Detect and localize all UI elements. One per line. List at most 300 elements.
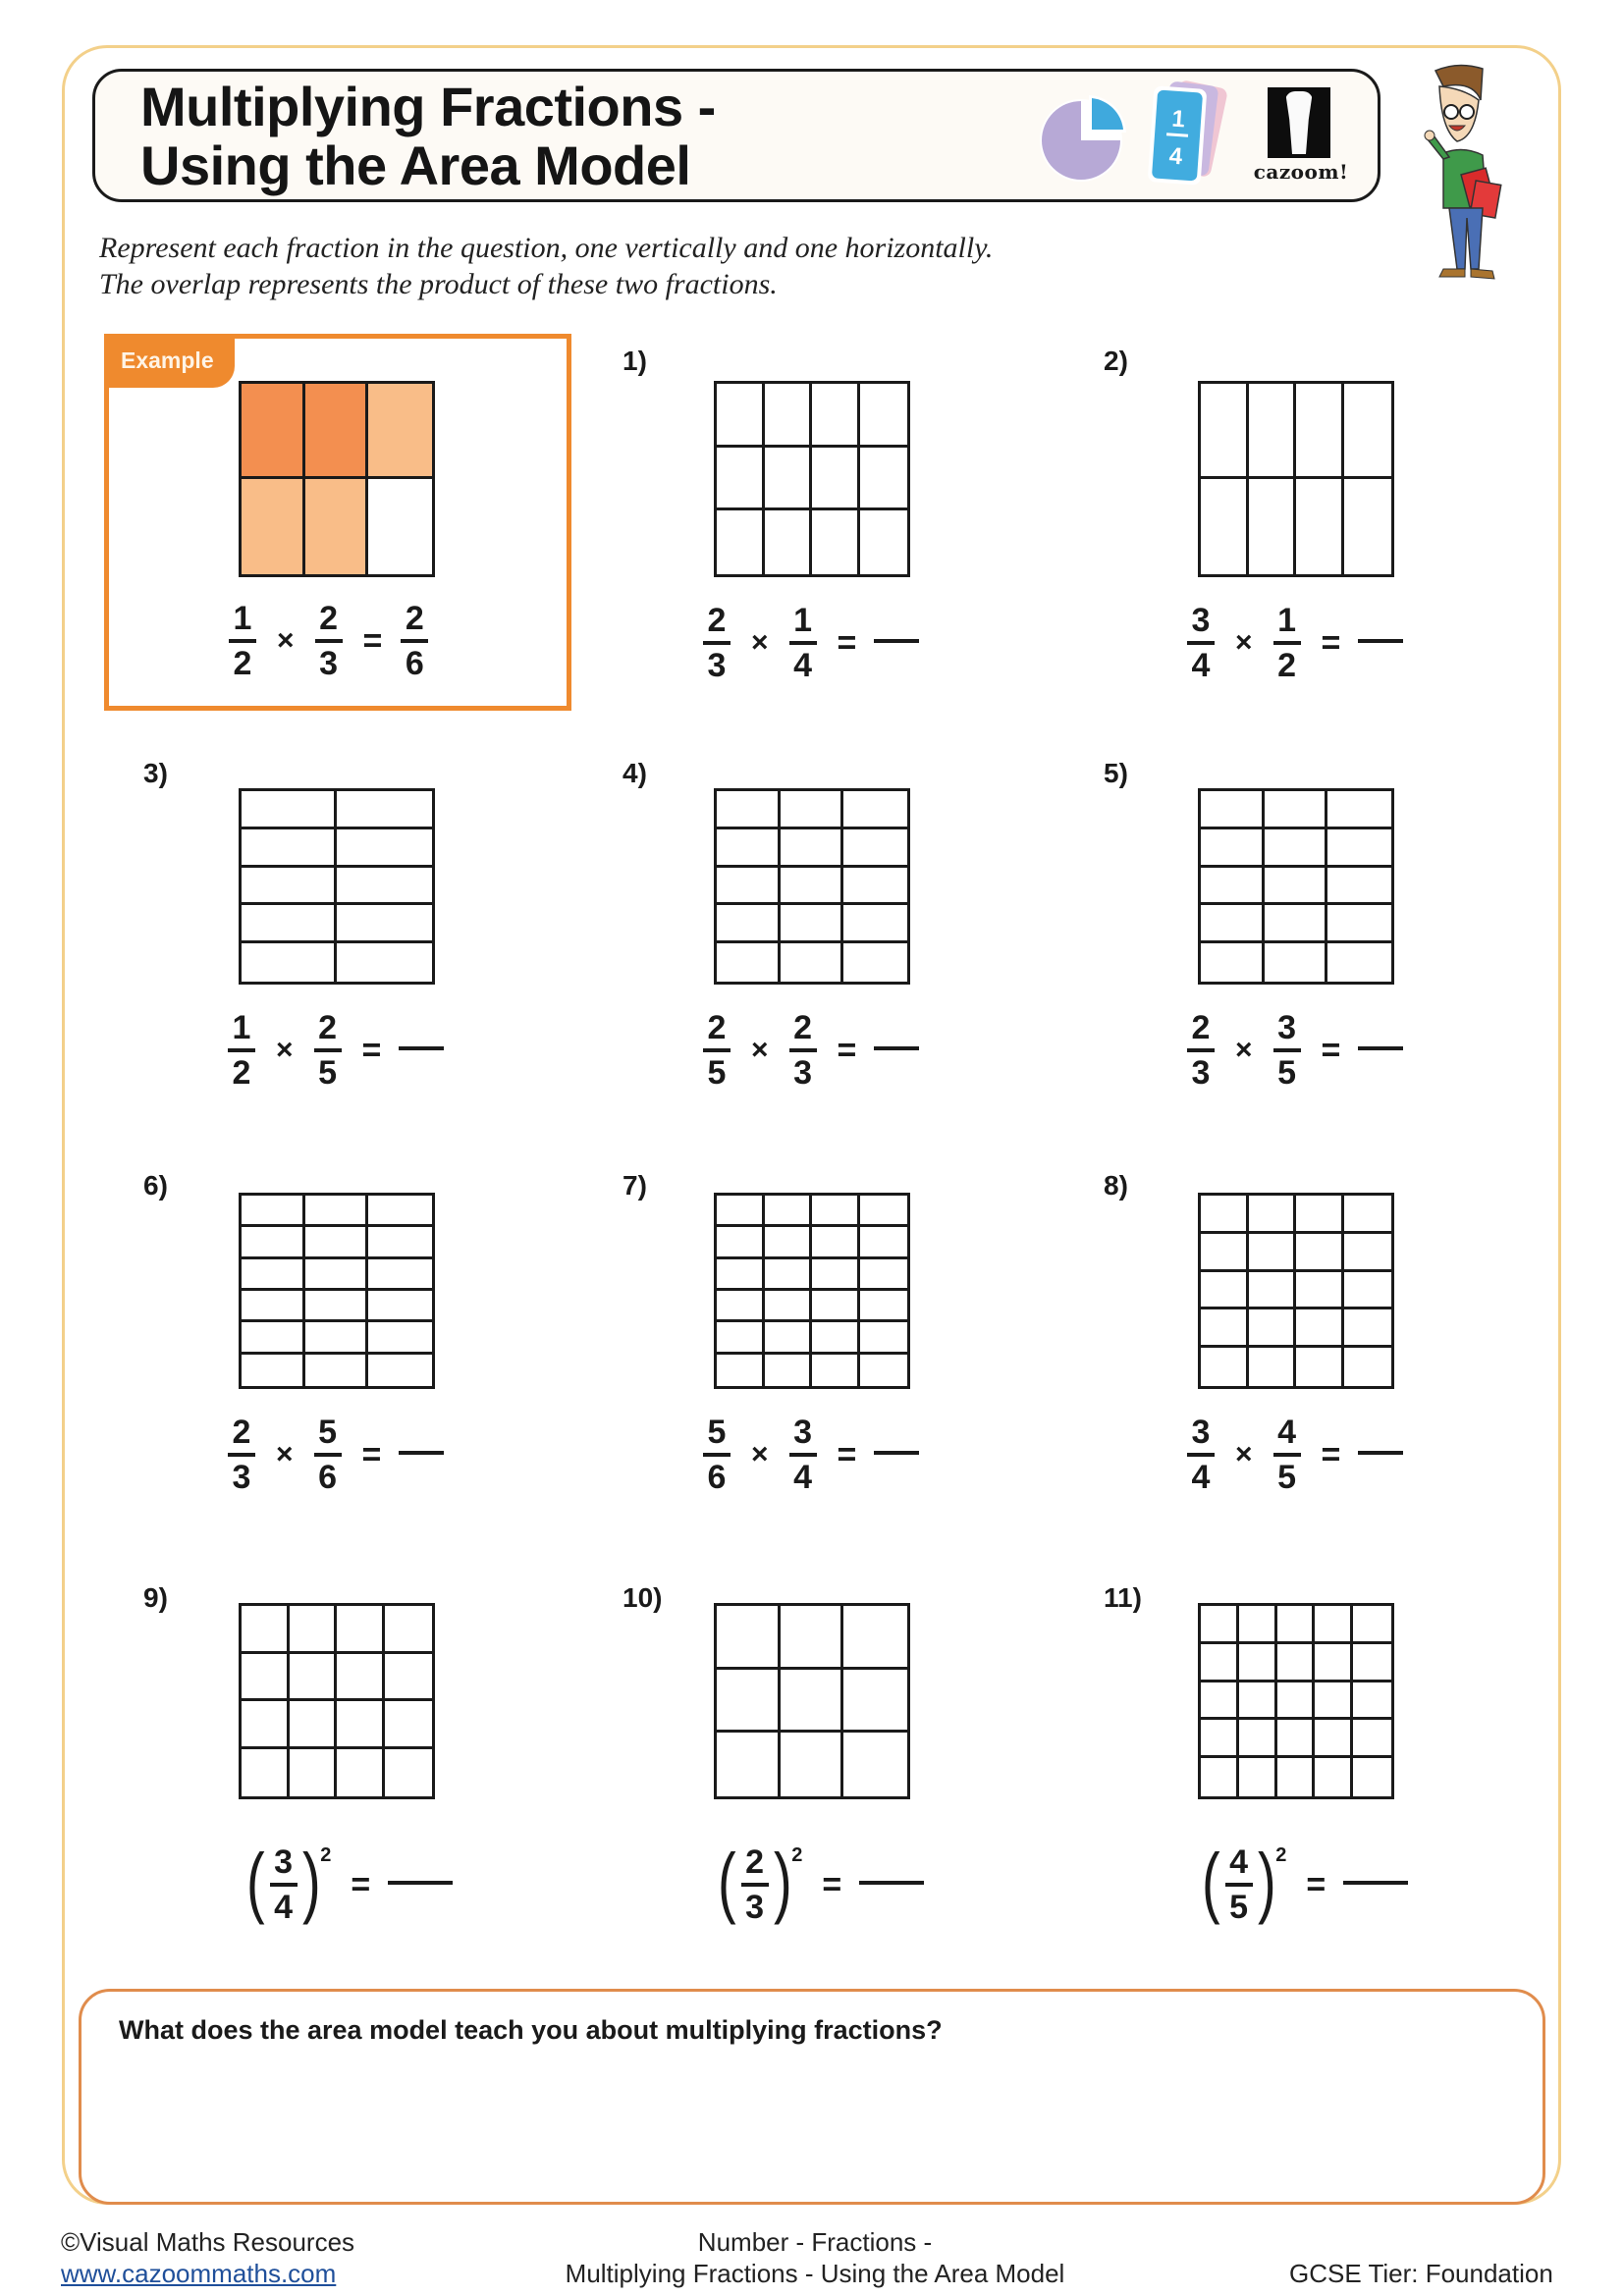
grid-cell[interactable] xyxy=(860,448,908,511)
grid-cell[interactable] xyxy=(781,943,844,982)
reflection-question: What does the area model teach you about multiplying fractions? xyxy=(119,2015,943,2045)
grid-cell[interactable] xyxy=(1239,1682,1277,1721)
grid-cell[interactable] xyxy=(860,1227,908,1258)
grid-cell[interactable] xyxy=(1201,905,1265,943)
grid-cell[interactable] xyxy=(781,1670,844,1734)
grid-cell[interactable] xyxy=(1201,829,1265,868)
grid-cell[interactable] xyxy=(765,1259,813,1291)
grid-cell[interactable] xyxy=(305,384,369,479)
grid-cell[interactable] xyxy=(717,1322,765,1354)
question-number: 11) xyxy=(1104,1582,1142,1613)
question-number: 3) xyxy=(143,758,168,788)
area-model-grid[interactable] xyxy=(1198,1603,1394,1799)
equals-sign: = xyxy=(1321,623,1341,662)
grid-cell[interactable] xyxy=(765,1291,813,1322)
answer-blank[interactable] xyxy=(1343,1881,1408,1885)
grid-cell[interactable] xyxy=(337,868,432,906)
answer-blank[interactable] xyxy=(388,1881,453,1885)
grid-cell[interactable] xyxy=(368,1322,432,1354)
title-banner xyxy=(92,69,1380,202)
grid-cell[interactable] xyxy=(368,384,432,479)
grid-cell[interactable] xyxy=(717,1606,781,1670)
fraction: $\frac{1}{2}$ xyxy=(228,602,257,680)
grid-cell[interactable] xyxy=(1327,943,1391,982)
grid-cell[interactable] xyxy=(242,1606,290,1654)
grid-cell[interactable] xyxy=(1315,1720,1353,1758)
fraction: $\frac{2}{3}$ xyxy=(788,1011,818,1090)
grid-cell[interactable] xyxy=(337,905,432,943)
grid-cell[interactable] xyxy=(860,1259,908,1291)
grid-cell[interactable] xyxy=(1327,829,1391,868)
grid-cell[interactable] xyxy=(1201,1348,1249,1386)
website-link[interactable]: www.cazoommaths.com xyxy=(61,2259,337,2288)
grid-cell[interactable] xyxy=(717,791,781,829)
grid-cell[interactable] xyxy=(305,1196,369,1227)
grid-cell[interactable] xyxy=(860,1196,908,1227)
fraction: $\frac{3}{4}$ xyxy=(1186,1415,1216,1494)
grid-cell[interactable] xyxy=(1344,1196,1392,1234)
grid-cell[interactable] xyxy=(242,829,337,868)
grid-cell[interactable] xyxy=(1344,479,1392,574)
grid-cell[interactable] xyxy=(812,1291,860,1322)
grid-cell[interactable] xyxy=(1277,1606,1316,1644)
pie-chart-icon xyxy=(1036,81,1134,187)
grid-cell[interactable] xyxy=(717,829,781,868)
question-expression xyxy=(702,1411,919,1499)
instructions-line-2: The overlap represents the product of these two fractions. xyxy=(99,268,778,300)
grid-cell[interactable] xyxy=(1239,1720,1277,1758)
example-expression xyxy=(228,597,429,685)
teacher-mascot-icon xyxy=(1414,61,1512,287)
fraction: $\frac{3}{4}$ xyxy=(1186,604,1216,682)
footer-right xyxy=(1289,2258,1553,2289)
question-expression xyxy=(227,1411,444,1499)
equals-sign: = xyxy=(837,1031,857,1069)
grid-cell[interactable] xyxy=(1265,905,1328,943)
grid-cell[interactable] xyxy=(1239,1606,1277,1644)
grid-cell[interactable] xyxy=(1296,1272,1344,1310)
grid-cell[interactable] xyxy=(812,448,860,511)
fraction: $\frac{2}{3}$ xyxy=(227,1415,256,1494)
question-expression xyxy=(1186,599,1403,687)
question-expression xyxy=(714,1838,924,1929)
grid-cell[interactable] xyxy=(1344,1309,1392,1348)
grid-cell[interactable] xyxy=(1249,1309,1297,1348)
fraction: $\frac{2}{3}$ xyxy=(740,1845,770,1924)
close-paren: ) xyxy=(773,1838,792,1925)
grid-cell[interactable] xyxy=(860,1355,908,1386)
grid-cell[interactable] xyxy=(1277,1682,1316,1721)
grid-cell[interactable] xyxy=(337,1749,385,1797)
grid-cell[interactable] xyxy=(1201,1606,1239,1644)
grid-cell[interactable] xyxy=(860,1291,908,1322)
exponent: 2 xyxy=(320,1844,332,1866)
equals-sign: = xyxy=(822,1865,842,1903)
grid-cell[interactable] xyxy=(1249,1196,1297,1234)
answer-blank[interactable] xyxy=(859,1881,924,1885)
footer-left xyxy=(61,2226,354,2289)
grid-cell[interactable] xyxy=(717,905,781,943)
grid-cell[interactable] xyxy=(242,1749,290,1797)
grid-cell[interactable] xyxy=(1265,829,1328,868)
area-model-grid[interactable] xyxy=(714,1193,910,1389)
grid-cell[interactable] xyxy=(765,1227,813,1258)
grid-cell[interactable] xyxy=(1201,1196,1249,1234)
tier-text: GCSE Tier: Foundation xyxy=(1289,2259,1553,2288)
grid-cell[interactable] xyxy=(765,1355,813,1386)
grid-cell[interactable] xyxy=(781,791,844,829)
grid-cell[interactable] xyxy=(1249,1234,1297,1272)
question-expression xyxy=(243,1838,453,1929)
answer-fraction: $\frac{2}{6}$ xyxy=(400,602,429,680)
grid-cell[interactable] xyxy=(337,791,432,829)
grid-cell[interactable] xyxy=(781,868,844,906)
area-model-grid[interactable] xyxy=(1198,1193,1394,1389)
grid-cell[interactable] xyxy=(1353,1606,1391,1644)
grid-cell[interactable] xyxy=(765,1322,813,1354)
fraction: $\frac{1}{2}$ xyxy=(227,1011,256,1090)
page-title xyxy=(140,78,716,195)
area-model-grid[interactable] xyxy=(239,788,435,985)
grid-cell[interactable] xyxy=(305,1355,369,1386)
svg-text:1: 1 xyxy=(1170,105,1186,133)
grid-cell[interactable] xyxy=(242,791,337,829)
grid-cell[interactable] xyxy=(812,1322,860,1354)
grid-cell[interactable] xyxy=(242,1322,305,1354)
question-number: 1) xyxy=(623,346,647,376)
equals-sign: = xyxy=(837,623,857,662)
grid-cell[interactable] xyxy=(812,1259,860,1291)
grid-cell[interactable] xyxy=(1265,791,1328,829)
answer-blank[interactable] xyxy=(874,639,919,643)
area-model-grid[interactable] xyxy=(714,788,910,985)
grid-cell[interactable] xyxy=(1344,1234,1392,1272)
fraction: $\frac{5}{6}$ xyxy=(313,1415,343,1494)
grid-cell[interactable] xyxy=(765,510,813,574)
equals-sign: = xyxy=(1321,1031,1341,1069)
grid-cell[interactable] xyxy=(1201,868,1265,906)
grid-cell[interactable] xyxy=(368,1196,432,1227)
multiply-sign: × xyxy=(751,1438,769,1470)
grid-cell[interactable] xyxy=(305,1291,369,1322)
grid-cell[interactable] xyxy=(717,868,781,906)
fraction: $\frac{3}{4}$ xyxy=(269,1845,298,1924)
grid-cell[interactable] xyxy=(860,384,908,448)
grid-cell[interactable] xyxy=(1201,384,1249,479)
answer-blank[interactable] xyxy=(399,1451,444,1455)
answer-blank[interactable] xyxy=(399,1046,444,1050)
grid-cell[interactable] xyxy=(1353,1682,1391,1721)
grid-cell[interactable] xyxy=(337,1606,385,1654)
grid-cell[interactable] xyxy=(242,1196,305,1227)
grid-cell[interactable] xyxy=(1249,1348,1297,1386)
question-number: 6) xyxy=(143,1170,168,1201)
instructions-line-1: Represent each fraction in the question, one vertically and one horizontally. xyxy=(99,232,994,264)
grid-cell[interactable] xyxy=(1201,1234,1249,1272)
grid-cell[interactable] xyxy=(765,1196,813,1227)
example-tab: Example xyxy=(109,339,235,388)
question-expression xyxy=(1198,1838,1408,1929)
question-expression xyxy=(1186,1006,1403,1095)
equals-sign: = xyxy=(837,1435,857,1473)
grid-cell[interactable] xyxy=(290,1654,338,1702)
grid-cell[interactable] xyxy=(1201,791,1265,829)
grid-cell[interactable] xyxy=(717,510,765,574)
area-model-grid[interactable] xyxy=(1198,381,1394,577)
grid-cell[interactable] xyxy=(242,1259,305,1291)
question-expression xyxy=(702,599,919,687)
grid-cell[interactable] xyxy=(860,510,908,574)
grid-cell[interactable] xyxy=(781,1606,844,1670)
example-area-grid xyxy=(239,381,435,577)
fraction: $\frac{3}{4}$ xyxy=(788,1415,818,1494)
grid-cell[interactable] xyxy=(1296,1348,1344,1386)
grid-cell[interactable] xyxy=(1327,905,1391,943)
grid-cell[interactable] xyxy=(717,384,765,448)
fraction: $\frac{1}{2}$ xyxy=(1272,604,1302,682)
fraction: $\frac{2}{3}$ xyxy=(1186,1011,1216,1090)
grid-cell[interactable] xyxy=(717,1733,781,1796)
grid-cell[interactable] xyxy=(368,1291,432,1322)
grid-cell[interactable] xyxy=(337,943,432,982)
grid-cell[interactable] xyxy=(812,510,860,574)
grid-cell[interactable] xyxy=(1315,1682,1353,1721)
grid-cell[interactable] xyxy=(717,1355,765,1386)
grid-cell[interactable] xyxy=(1201,479,1249,574)
grid-cell[interactable] xyxy=(1201,1720,1239,1758)
grid-cell[interactable] xyxy=(368,479,432,574)
grid-cell[interactable] xyxy=(843,868,907,906)
grid-cell[interactable] xyxy=(1265,943,1328,982)
grid-cell[interactable] xyxy=(305,1227,369,1258)
grid-cell[interactable] xyxy=(1201,943,1265,982)
question-number: 4) xyxy=(623,758,647,788)
answer-blank[interactable] xyxy=(874,1451,919,1455)
grid-cell[interactable] xyxy=(843,1606,907,1670)
fraction: $\frac{5}{6}$ xyxy=(702,1415,731,1494)
grid-cell[interactable] xyxy=(843,791,907,829)
area-model-grid[interactable] xyxy=(714,1603,910,1799)
fraction: $\frac{2}{3}$ xyxy=(314,602,344,680)
question-expression xyxy=(227,1006,444,1095)
grid-cell[interactable] xyxy=(1201,1272,1249,1310)
answer-blank[interactable] xyxy=(1358,1451,1403,1455)
equals-sign: = xyxy=(361,1435,382,1473)
grid-cell[interactable] xyxy=(385,1749,433,1797)
reflection-answer-box[interactable] xyxy=(79,1989,1545,2205)
title-line-2: Using the Area Model xyxy=(140,134,691,196)
topic-line-1: Number - Fractions - xyxy=(697,2227,933,2257)
grid-cell[interactable] xyxy=(1249,479,1297,574)
equals-sign: = xyxy=(1321,1435,1341,1473)
title-line-1: Multiplying Fractions - xyxy=(140,76,716,137)
grid-cell[interactable] xyxy=(843,943,907,982)
grid-cell[interactable] xyxy=(1277,1720,1316,1758)
question-number: 2) xyxy=(1104,346,1128,376)
equals-sign: = xyxy=(1306,1865,1326,1903)
grid-cell[interactable] xyxy=(1344,384,1392,479)
svg-text:4: 4 xyxy=(1167,142,1184,171)
grid-cell[interactable] xyxy=(242,868,337,906)
footer-center xyxy=(550,2226,1080,2289)
grid-cell[interactable] xyxy=(1296,384,1344,479)
grid-cell[interactable] xyxy=(1201,1644,1239,1682)
grid-cell[interactable] xyxy=(242,384,305,479)
grid-cell[interactable] xyxy=(1201,1309,1249,1348)
multiply-sign: × xyxy=(276,1438,294,1470)
grid-cell[interactable] xyxy=(242,1654,290,1702)
fraction: $\frac{2}{3}$ xyxy=(702,604,731,682)
grid-cell[interactable] xyxy=(242,943,337,982)
question-number: 5) xyxy=(1104,758,1128,788)
grid-cell[interactable] xyxy=(290,1749,338,1797)
close-paren: ) xyxy=(301,1838,321,1925)
equals-sign: = xyxy=(351,1865,371,1903)
area-model-grid[interactable] xyxy=(714,381,910,577)
answer-blank[interactable] xyxy=(1358,639,1403,643)
grid-cell[interactable] xyxy=(843,1670,907,1734)
grid-cell[interactable] xyxy=(1353,1644,1391,1682)
grid-cell[interactable] xyxy=(1249,1272,1297,1310)
grid-cell[interactable] xyxy=(781,1733,844,1796)
grid-cell[interactable] xyxy=(1327,868,1391,906)
grid-cell[interactable] xyxy=(717,448,765,511)
question-number: 8) xyxy=(1104,1170,1128,1201)
grid-cell[interactable] xyxy=(242,479,305,574)
grid-cell[interactable] xyxy=(1277,1644,1316,1682)
question-number: 9) xyxy=(143,1582,168,1613)
grid-cell[interactable] xyxy=(1353,1720,1391,1758)
equals-sign: = xyxy=(362,621,383,660)
grid-cell[interactable] xyxy=(812,1196,860,1227)
question-number: 10) xyxy=(623,1582,663,1613)
grid-cell[interactable] xyxy=(1315,1606,1353,1644)
fraction: $\frac{4}{5}$ xyxy=(1272,1415,1302,1494)
instructions xyxy=(99,230,993,302)
grid-cell[interactable] xyxy=(1296,1196,1344,1234)
grid-cell[interactable] xyxy=(1239,1644,1277,1682)
grid-cell[interactable] xyxy=(242,1227,305,1258)
grid-cell[interactable] xyxy=(1239,1758,1277,1796)
grid-cell[interactable] xyxy=(337,1701,385,1749)
grid-cell[interactable] xyxy=(1327,791,1391,829)
logo-text: cazoom! xyxy=(1253,160,1349,184)
grid-cell[interactable] xyxy=(812,1355,860,1386)
grid-cell[interactable] xyxy=(717,1670,781,1734)
grid-cell[interactable] xyxy=(305,1322,369,1354)
grid-cell[interactable] xyxy=(717,1227,765,1258)
grid-cell[interactable] xyxy=(717,1291,765,1322)
grid-cell[interactable] xyxy=(781,905,844,943)
grid-cell[interactable] xyxy=(1344,1348,1392,1386)
open-paren: ( xyxy=(1201,1838,1220,1925)
multiply-sign: × xyxy=(276,1034,294,1066)
answer-blank[interactable] xyxy=(1358,1046,1403,1050)
multiply-sign: × xyxy=(1235,626,1253,659)
copyright-text: ©Visual Maths Resources xyxy=(61,2227,355,2257)
grid-cell[interactable] xyxy=(368,1259,432,1291)
grid-cell[interactable] xyxy=(717,1196,765,1227)
grid-cell[interactable] xyxy=(242,905,337,943)
grid-cell[interactable] xyxy=(1201,1758,1239,1796)
grid-cell[interactable] xyxy=(290,1701,338,1749)
grid-cell[interactable] xyxy=(1296,479,1344,574)
multiply-sign: × xyxy=(1235,1034,1253,1066)
grid-cell[interactable] xyxy=(385,1606,433,1654)
grid-cell[interactable] xyxy=(843,829,907,868)
fraction-cards-icon xyxy=(1141,78,1239,189)
question-expression xyxy=(1186,1411,1403,1499)
grid-cell[interactable] xyxy=(242,1701,290,1749)
grid-cell[interactable] xyxy=(305,479,369,574)
grid-cell[interactable] xyxy=(385,1701,433,1749)
grid-cell[interactable] xyxy=(717,1259,765,1291)
grid-cell[interactable] xyxy=(1201,1682,1239,1721)
grid-cell[interactable] xyxy=(337,1654,385,1702)
question-expression xyxy=(702,1006,919,1095)
equals-sign: = xyxy=(361,1031,382,1069)
multiply-sign: × xyxy=(277,624,295,657)
grid-cell[interactable] xyxy=(1296,1234,1344,1272)
grid-cell[interactable] xyxy=(1315,1758,1353,1796)
fraction: $\frac{2}{5}$ xyxy=(702,1011,731,1090)
open-paren: ( xyxy=(717,1838,736,1925)
exponent: 2 xyxy=(791,1844,803,1866)
exponent: 2 xyxy=(1275,1844,1287,1866)
grid-cell[interactable] xyxy=(1353,1758,1391,1796)
grid-cell[interactable] xyxy=(843,1733,907,1796)
grid-cell[interactable] xyxy=(765,384,813,448)
grid-cell[interactable] xyxy=(1296,1309,1344,1348)
multiply-sign: × xyxy=(751,1034,769,1066)
grid-cell[interactable] xyxy=(781,829,844,868)
fraction: $\frac{4}{5}$ xyxy=(1224,1845,1254,1924)
fraction: $\frac{1}{4}$ xyxy=(788,604,818,682)
close-paren: ) xyxy=(1257,1838,1276,1925)
answer-blank[interactable] xyxy=(874,1046,919,1050)
question-number: 7) xyxy=(623,1170,647,1201)
open-paren: ( xyxy=(245,1838,265,1925)
grid-cell[interactable] xyxy=(368,1355,432,1386)
grid-cell[interactable] xyxy=(305,1259,369,1291)
grid-cell[interactable] xyxy=(242,1291,305,1322)
area-model-grid[interactable] xyxy=(1198,788,1394,985)
topic-line-2: Multiplying Fractions - Using the Area Model xyxy=(565,2259,1065,2288)
grid-cell[interactable] xyxy=(1249,384,1297,479)
fraction: $\frac{3}{5}$ xyxy=(1272,1011,1302,1090)
grid-cell[interactable] xyxy=(843,905,907,943)
grid-cell[interactable] xyxy=(812,384,860,448)
multiply-sign: × xyxy=(751,626,769,659)
grid-cell[interactable] xyxy=(812,1227,860,1258)
grid-cell[interactable] xyxy=(1265,868,1328,906)
cazoom-logo xyxy=(1242,81,1360,189)
multiply-sign: × xyxy=(1235,1438,1253,1470)
grid-cell[interactable] xyxy=(1315,1644,1353,1682)
grid-cell[interactable] xyxy=(385,1654,433,1702)
grid-cell[interactable] xyxy=(717,943,781,982)
area-model-grid[interactable] xyxy=(239,1603,435,1799)
grid-cell[interactable] xyxy=(860,1322,908,1354)
area-model-grid[interactable] xyxy=(239,1193,435,1389)
grid-cell[interactable] xyxy=(290,1606,338,1654)
grid-cell[interactable] xyxy=(1344,1272,1392,1310)
grid-cell[interactable] xyxy=(337,829,432,868)
grid-cell[interactable] xyxy=(765,448,813,511)
grid-cell[interactable] xyxy=(1277,1758,1316,1796)
grid-cell[interactable] xyxy=(242,1355,305,1386)
grid-cell[interactable] xyxy=(368,1227,432,1258)
